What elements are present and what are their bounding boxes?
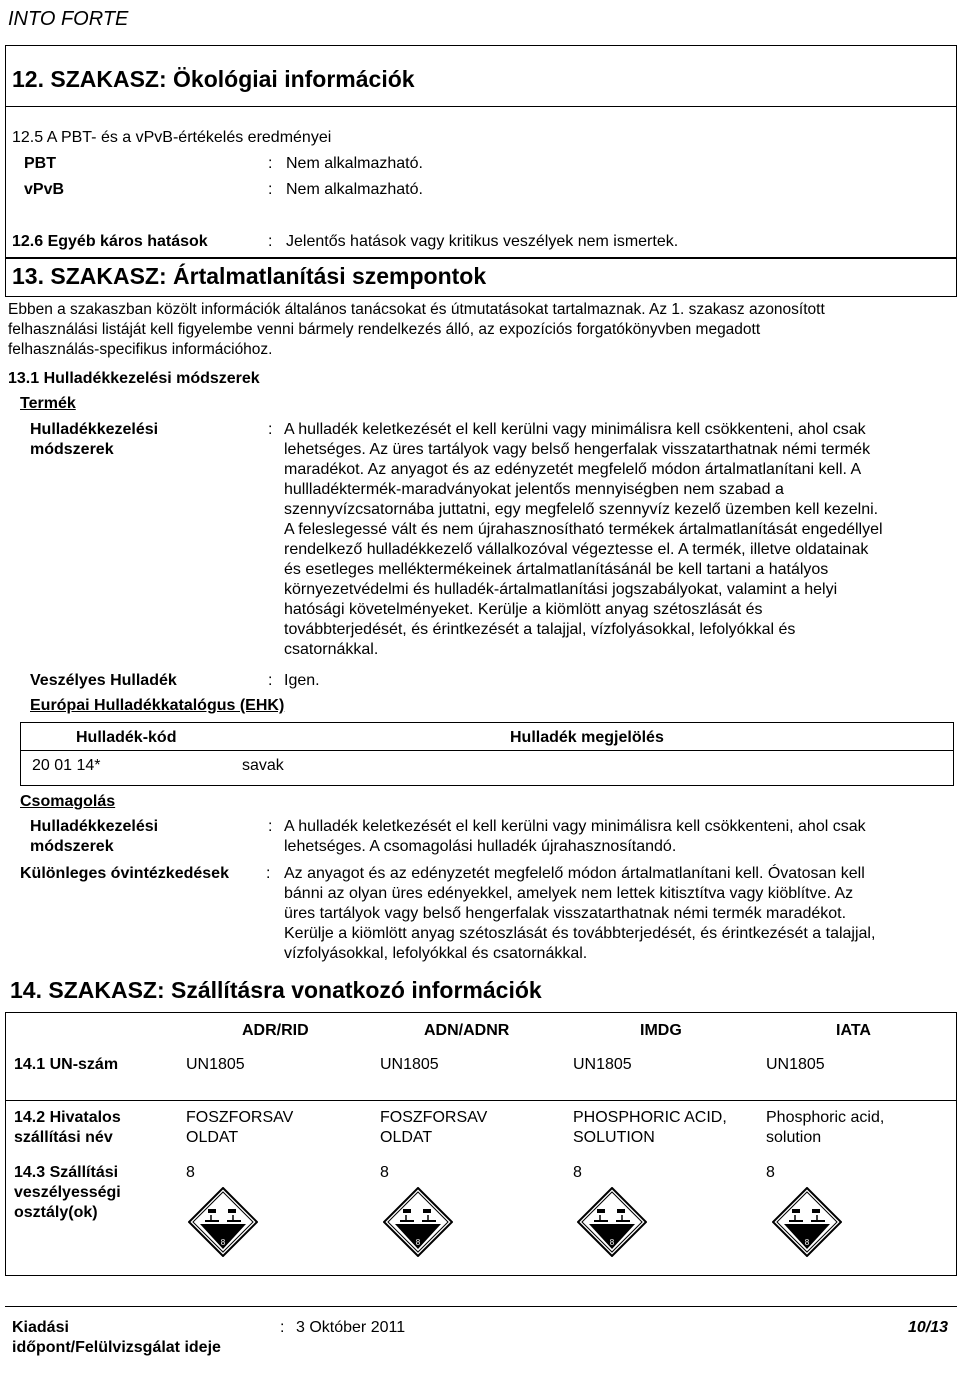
hazardous-waste-value: Igen. — [284, 672, 320, 689]
corrosive-class-8-icon — [188, 1187, 258, 1257]
label-line: módszerek — [30, 838, 114, 855]
pictogram-number: 8 — [220, 1238, 226, 1247]
row-shipping-name-label — [14, 1108, 121, 1148]
un-number-iata: UN1805 — [766, 1056, 825, 1073]
special-precautions-label: Különleges óvintézkedések — [20, 865, 229, 882]
colon: : — [268, 818, 273, 835]
subsection-12-6-value: Jelentős hatások vagy kritikus veszélyek nem ismertek. — [286, 233, 679, 250]
shipping-name-adr — [186, 1108, 293, 1148]
section-13-title: 13. SZAKASZ: Ártalmatlanítási szempontok — [12, 263, 487, 289]
pbt-label: PBT — [24, 155, 56, 172]
hazard-class-imdg: 8 — [573, 1164, 582, 1181]
subsection-12-6-label: 12.6 Egyéb káros hatások — [12, 233, 208, 250]
product-heading: Termék — [20, 395, 76, 412]
label-line: módszerek — [30, 441, 114, 458]
page-number: 10/13 — [907, 1319, 948, 1336]
col-iata: IATA — [836, 1022, 871, 1039]
hazard-class-adn: 8 — [380, 1164, 389, 1181]
shipping-name-adn — [380, 1108, 487, 1148]
vpvb-value: Nem alkalmazható. — [286, 181, 423, 198]
text-line: maradékot. Az anyagot és az edényzetét megfelelő módon ártalmatlanítani kell. A — [284, 461, 862, 478]
row-hazard-class-label — [14, 1163, 121, 1223]
label-line: veszélyességi — [14, 1184, 121, 1201]
packaging-heading: Csomagolás — [20, 793, 116, 810]
text-line: szennyvízcsatornába juttatni, egy megfelelő szennyvíz kezelő üzemben kell kezelni. — [284, 501, 879, 518]
un-number-adn: UN1805 — [380, 1056, 439, 1073]
un-number-adr: UN1805 — [186, 1056, 245, 1073]
text-line: A hulladék keletkezését el kell kerülni vagy minimálisra kell csökkenteni, ahol csak — [284, 421, 866, 438]
footer-date-label — [12, 1318, 221, 1358]
intro-line: Ebben a szakaszban közölt információk általános tanácsokat és útmutatásokat tartalmaznak. Az 1. szakasz azonosított — [8, 301, 825, 318]
text-line: környezetvédelmi és hulladék-ártalmatlanítási jogszabályokat, valamint a helyi — [284, 581, 838, 598]
label-line: Hulladékkezelési — [30, 421, 159, 438]
transport-table-divider — [5, 1100, 957, 1101]
value-line: FOSZFORSAV — [380, 1109, 488, 1126]
value-line: Phosphoric acid, — [766, 1109, 885, 1126]
text-line: üres tartályok vagy belső hengerfalak visszatarthatnak némi termék maradékot. — [284, 905, 847, 922]
pbt-value: Nem alkalmazható. — [286, 155, 423, 172]
label-line: időpont/Felülvizsgálat ideje — [12, 1339, 221, 1356]
text-line: hatósági követelményeket. Kerülje a kiömlött anyag szétoszlását és — [284, 601, 763, 618]
hazard-class-adr: 8 — [186, 1164, 195, 1181]
waste-method-label — [30, 420, 158, 460]
corrosive-class-8-icon — [577, 1187, 647, 1257]
un-number-imdg: UN1805 — [573, 1056, 632, 1073]
subsection-13-1: 13.1 Hulladékkezelési módszerek — [8, 370, 260, 387]
text-line: Kerülje a kiömlött anyag szétoszlását és továbbterjedését, és érintkezését a talajjal, — [284, 925, 876, 942]
label-line: 14.2 Hivatalos — [14, 1109, 121, 1126]
colon: : — [280, 1319, 285, 1336]
pictogram-number: 8 — [609, 1238, 615, 1247]
value-line: OLDAT — [186, 1129, 239, 1146]
intro-line: felhasználás-specifikus információhoz. — [8, 341, 273, 358]
pkg-method-text — [284, 817, 956, 857]
ewc-col-desc: Hulladék megjelölés — [510, 729, 664, 746]
section-14-title: 14. SZAKASZ: Szállításra vonatkozó információk — [10, 977, 542, 1003]
value-line: solution — [766, 1129, 822, 1146]
footer-date: 3 Október 2011 — [296, 1319, 406, 1336]
pictogram-number: 8 — [804, 1238, 810, 1247]
colon: : — [268, 155, 273, 172]
value-line: PHOSPHORIC ACID, — [573, 1109, 727, 1126]
colon: : — [266, 865, 271, 882]
vpvb-label: vPvB — [24, 181, 65, 198]
text-line: A feleslegessé vált és nem újrahasznosítható termékek ártalmatlanítását engedéllyel — [284, 521, 883, 538]
corrosive-class-8-icon — [383, 1187, 453, 1257]
label-line: osztály(ok) — [14, 1204, 98, 1221]
colon: : — [268, 181, 273, 198]
text-line: Az anyagot és az edényzetét megfelelő módon ártalmatlanítani kell. Óvatosan kell — [284, 865, 865, 882]
text-line: A hulladék keletkezését el kell kerülni vagy minimálisra kell csökkenteni, ahol csak — [284, 818, 866, 835]
label-line: Hulladékkezelési — [30, 818, 159, 835]
label-line: 14.3 Szállítási — [14, 1164, 119, 1181]
text-line: és esetleges melléktermékeinek ártalmatlanításánál be kell tartani a hatályos — [284, 561, 829, 578]
colon: : — [268, 672, 273, 689]
col-adn-adnr: ADN/ADNR — [424, 1022, 510, 1039]
corrosive-class-8-icon — [772, 1187, 842, 1257]
col-imdg: IMDG — [640, 1022, 682, 1039]
text-line: csatornákkal. — [284, 641, 379, 658]
value-line: OLDAT — [380, 1129, 433, 1146]
text-line: lehetséges. Az üres tartályok vagy belső hengerfalak visszatarthatnak némi termék — [284, 441, 871, 458]
text-line: továbbterjedését, és érintkezését a talajjal, vízfolyásokkal, lefolyókkal és — [284, 621, 796, 638]
ewc-desc: savak — [242, 757, 284, 774]
text-line: rendelkező hulladékkezelő vállalkozóval végeztesse el. A termék, illetve oldatainak — [284, 541, 869, 558]
value-line: FOSZFORSAV — [186, 1109, 294, 1126]
text-line: bánni az olyan üres edényekkel, amelyek nem lettek kitisztítva vagy kiöblítve. Az — [284, 885, 854, 902]
footer-divider — [5, 1306, 957, 1307]
shipping-name-imdg — [573, 1108, 727, 1148]
col-adr-rid: ADR/RID — [242, 1022, 309, 1039]
ewc-heading: Európai Hulladékkatalógus (EHK) — [30, 697, 285, 714]
pkg-method-label — [30, 817, 158, 857]
hazardous-waste-label: Veszélyes Hulladék — [30, 672, 177, 689]
label-line: Kiadási — [12, 1319, 69, 1336]
waste-method-text — [284, 420, 956, 660]
company-name: INTO FORTE — [8, 8, 129, 30]
text-line: lehetséges. A csomagolási hulladék újrahasznosítandó. — [284, 838, 677, 855]
row-un-number-label: 14.1 UN-szám — [14, 1056, 119, 1073]
special-precautions-text — [284, 864, 956, 964]
intro-line: felhasználási listáját kell figyelembe venni bármely rendelkezés álló, az expozíciós forgatókönyvben megadott — [8, 321, 761, 338]
shipping-name-iata — [766, 1108, 884, 1148]
text-line: hullladéktermék-maradványokat jelentős mennyiségben nem szabad a — [284, 481, 784, 498]
colon: : — [268, 421, 273, 438]
value-line: SOLUTION — [573, 1129, 655, 1146]
ewc-table-divider — [20, 750, 954, 751]
colon: : — [268, 233, 273, 250]
text-line: vízfolyásokkal, lefolyókkal és csatornákkal. — [284, 945, 588, 962]
ewc-col-code: Hulladék-kód — [76, 729, 177, 746]
pictogram-number: 8 — [415, 1238, 421, 1247]
label-line: szállítási név — [14, 1129, 113, 1146]
section-13-intro — [8, 300, 956, 360]
ewc-code: 20 01 14* — [32, 757, 101, 774]
section-12-title: 12. SZAKASZ: Ökológiai információk — [12, 66, 415, 92]
hazard-class-iata: 8 — [766, 1164, 775, 1181]
subsection-12-5: 12.5 A PBT- és a vPvB-értékelés eredményei — [12, 129, 332, 146]
